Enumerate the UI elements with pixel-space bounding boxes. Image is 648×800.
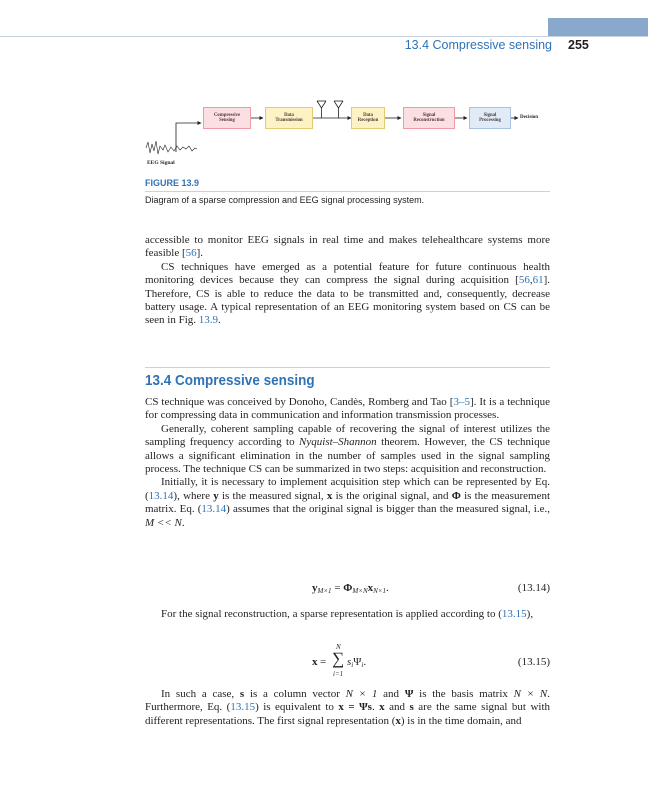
block-signal-reconstruction <box>403 107 455 129</box>
eq1-equals: = <box>331 582 344 594</box>
p5-text-c: is the measured signal, <box>218 489 327 502</box>
equation-reference-link[interactable]: 13.15 <box>501 608 527 620</box>
theorem-name: Nyquist–Shannon <box>299 436 377 449</box>
sum-upper-limit: N <box>336 643 341 651</box>
p7-text-b: is a column vector <box>244 688 346 700</box>
p5-text-e: is the measurement matrix. Eq. ( <box>145 489 551 516</box>
symbol-s: s <box>239 688 245 700</box>
symbol-x: x <box>379 701 385 714</box>
section-title-text: Compressive sensing <box>175 372 315 389</box>
block-signal-processing <box>469 107 511 129</box>
eq1-phi: Φ <box>343 582 353 594</box>
page-number: 255 <box>568 38 589 52</box>
symbol-s: s <box>409 701 414 714</box>
p2-text-a: CS techniques have emerged as a potential feature for future continuous health monitoring devices because they can compress the signal during acquisition [ <box>145 260 550 287</box>
block-recon-line1: Signal <box>422 112 436 118</box>
p4-text-a: Generally, coherent sampling capable of recovering the signal of interest utilizes the sampling frequency according to <box>145 422 550 449</box>
p4-text-b: theorem. However, the CS technique allows a significant elimination in the number of samples used in the signal sampling process. The technique CS can be summarized in two steps: acquisition and reconstruction. <box>145 436 550 476</box>
reference-link[interactable]: 61 <box>532 274 544 287</box>
p5-text-g: . <box>181 516 185 529</box>
block-proc-line1: Signal <box>483 112 497 118</box>
p7-text-f: ) is equivalent to <box>255 701 339 714</box>
eq1-phi-sub: M×N <box>352 587 368 595</box>
header-rule <box>0 36 648 37</box>
inequality: M << N <box>145 516 182 529</box>
dimension-n-by-1: N × 1 <box>345 688 378 700</box>
p7-text-j: ) is in the time domain, and <box>400 714 522 727</box>
symbol-x: x <box>326 489 333 502</box>
block-rx-line1: Data <box>363 112 373 118</box>
p2-sep: , <box>529 274 533 287</box>
eq2-s: s <box>347 656 352 668</box>
figure-block-diagram <box>145 96 550 176</box>
symbol-phi: Φ <box>451 489 461 502</box>
p5-text-d: is the original signal, and <box>332 489 452 502</box>
eq2-x: x <box>312 656 318 668</box>
body-text-eq-intro <box>145 608 550 621</box>
block-tx-line2: Transmission <box>275 118 303 123</box>
caption-rule <box>145 191 550 192</box>
reference-link[interactable]: 56 <box>518 274 530 287</box>
equation-number: (13.15) <box>517 656 550 668</box>
body-text-lower <box>145 688 550 728</box>
p7-text-a: In such a case, <box>161 688 240 700</box>
paragraph-3 <box>145 396 550 423</box>
figure-label: FIGURE 13.9 <box>145 178 200 188</box>
figure-caption: Diagram of a sparse compression and EEG signal processing system. <box>145 195 425 205</box>
paragraph-5 <box>145 476 550 530</box>
running-head: 13.4 Compressive sensing <box>404 38 552 52</box>
p7-text-d: is the basis matrix <box>413 688 514 700</box>
equation-number: (13.14) <box>517 582 550 594</box>
paragraph-4 <box>145 423 550 477</box>
paragraph-7 <box>145 688 550 728</box>
eq1-y-sub: M×1 <box>317 587 332 595</box>
header-accent-bar <box>548 18 648 36</box>
p5-text-a: Initially, it is necessary to implement acquisition step which can be represented by Eq. ( <box>145 476 550 502</box>
p6-text-b: ), <box>526 608 534 620</box>
block-tx-line1: Data <box>284 112 294 118</box>
block-data-reception <box>351 107 385 129</box>
paragraph-2 <box>145 261 550 328</box>
body-text-upper <box>145 234 550 328</box>
paragraph-6 <box>145 608 550 621</box>
p7-text-e: . Furthermore, Eq. ( <box>145 688 550 714</box>
reference-link[interactable]: 56 <box>185 247 197 260</box>
p3-text-b: ]. It is a technique for compressing data in communication and information transmission processes. <box>145 396 550 422</box>
p7-text-h: and <box>384 701 410 714</box>
eq2-equals: = <box>320 656 327 668</box>
sum-lower-limit: i=1 <box>333 670 344 678</box>
eeg-signal-label: EEG Signal <box>147 160 175 166</box>
p7-text-i: are the same signal but with different representations. The first signal representation ( <box>145 701 551 727</box>
reference-link[interactable]: 3–5 <box>453 396 470 408</box>
eq2-psi-sub: i <box>361 661 364 669</box>
equation-13-14-body <box>312 582 389 595</box>
receive-antenna-icon <box>334 101 343 118</box>
dimension-n-by-n: N × N <box>513 688 548 700</box>
eq2-end: . <box>363 656 367 668</box>
inline-equation: x = Ψs <box>338 701 372 714</box>
equation-reference-link[interactable]: 13.14 <box>201 503 227 516</box>
section-heading <box>145 372 315 389</box>
equation-reference-link[interactable]: 13.14 <box>148 489 174 502</box>
p3-text-a: CS technique was conceived by Donoho, Candès, Romberg and Tao [ <box>145 396 454 408</box>
eq1-x: x <box>367 582 374 594</box>
figure-reference-link[interactable]: 13.9 <box>198 314 219 327</box>
body-text-section <box>145 396 550 530</box>
eq1-y: y <box>312 582 318 594</box>
block-proc-line2: Processing <box>479 118 501 123</box>
block-cs-line1: Compressive <box>213 112 241 118</box>
section-rule <box>145 367 550 368</box>
eq1-x-sub: N×1 <box>373 587 387 595</box>
eeg-to-cs-arrow <box>176 123 201 152</box>
paragraph-1 <box>145 234 550 261</box>
eq2-summand <box>347 656 366 669</box>
block-cs-line2: Sensing <box>219 118 235 123</box>
sum-symbol: ∑ <box>332 649 345 668</box>
symbol-x: x <box>395 714 401 727</box>
eeg-waveform-icon <box>146 141 197 154</box>
p1-text-a: accessible to monitor EEG signals in real time and makes telehealthcare systems more feasible [ <box>145 234 550 260</box>
eq2-psi: Ψ <box>353 656 362 668</box>
p5-text-f: ) assumes that the original signal is bigger than the measured signal, i.e., <box>226 503 550 516</box>
section-number: 13.4 <box>145 372 172 389</box>
p6-text-a: For the signal reconstruction, a sparse representation is applied according to ( <box>161 608 502 620</box>
equation-13-15 <box>145 640 550 684</box>
p7-text-c: and <box>377 688 405 700</box>
equation-13-14 <box>145 582 550 598</box>
p5-text-b: ), where <box>173 489 214 502</box>
symbol-psi: Ψ <box>404 688 414 700</box>
transmit-antenna-icon <box>317 101 326 118</box>
block-data-transmission <box>265 107 313 129</box>
equation-reference-link[interactable]: 13.15 <box>230 701 256 714</box>
p1-text-b: ]. <box>196 247 204 260</box>
p2-text-b: ]. Therefore, CS is able to reduce the data to be transmitted and, consequently, decrease battery usage. A typical representation of an EEG monitoring system based on CS can be seen in Fig. <box>145 274 550 327</box>
decision-label: Decision <box>520 115 539 120</box>
block-rx-line2: Reception <box>357 118 379 123</box>
block-recon-line2: Reconstruction <box>413 118 445 123</box>
p2-text-c: . <box>218 314 221 327</box>
symbol-y: y <box>213 489 219 502</box>
eq2-s-sub: i <box>351 661 354 669</box>
p7-text-g: . <box>371 701 380 714</box>
block-compressive-sensing <box>203 107 251 129</box>
eq1-end: . <box>386 582 389 594</box>
